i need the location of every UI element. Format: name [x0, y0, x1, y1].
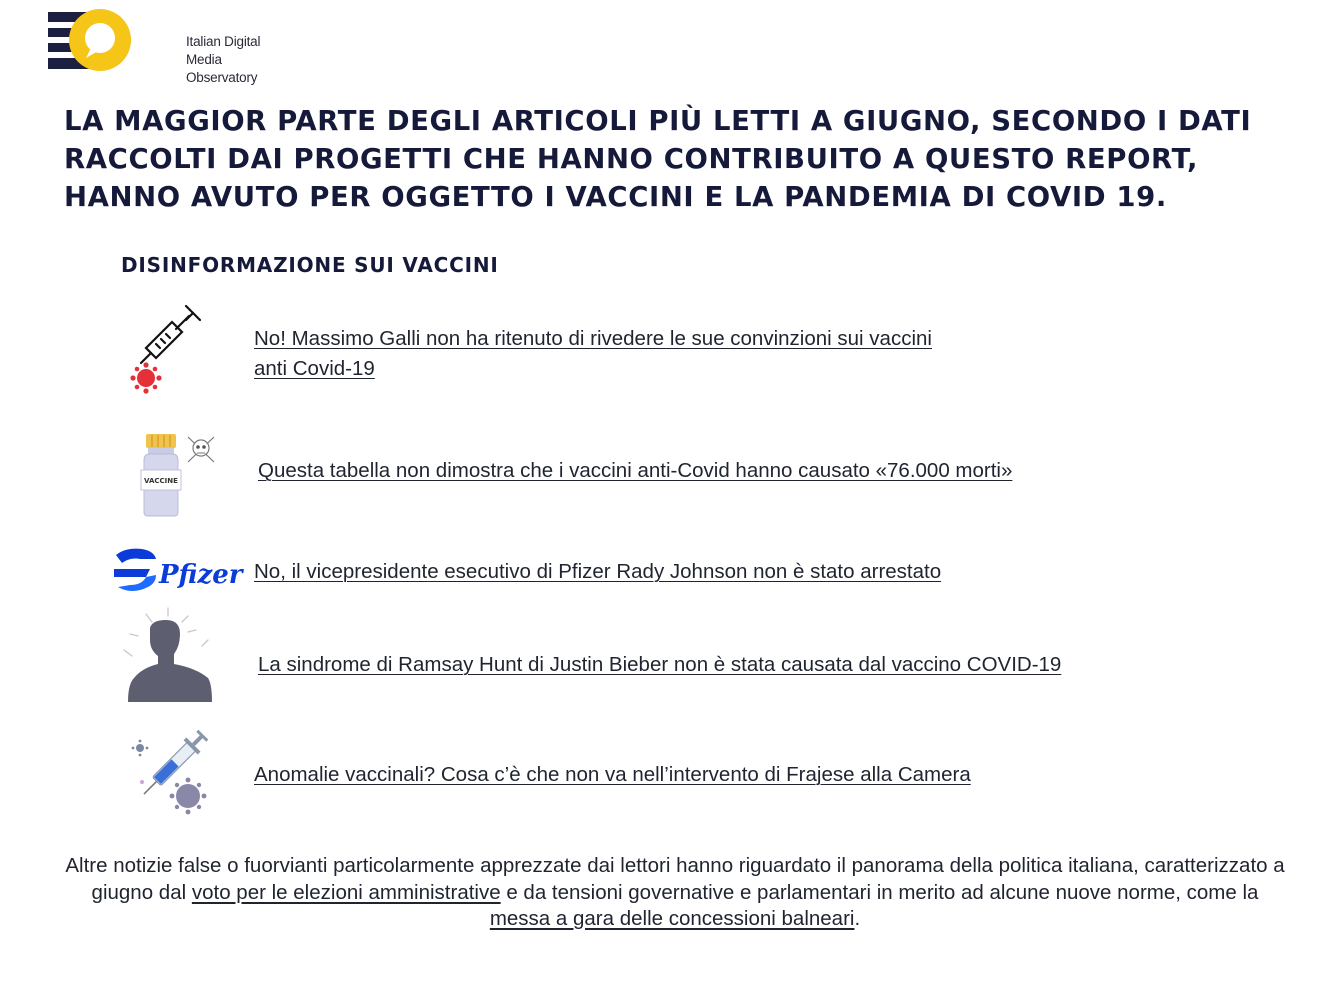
- syringe-viruses-icon: [128, 730, 212, 825]
- logo-text: [186, 33, 268, 87]
- article-link-bieber-ramsay-hunt[interactable]: La sindrome di Ramsay Hunt di Justin Bieber non è stata causata dal vaccino COVID-19: [258, 653, 1062, 676]
- link-concessioni-balneari[interactable]: messa a gara delle concessioni balneari: [489, 907, 855, 930]
- logo-line-2: Media Observatory: [186, 52, 258, 85]
- vaccine-vial-label: VACCINE: [144, 477, 178, 485]
- article-link-frajese-camera[interactable]: Anomalie vaccinali? Cosa c’è che non va nell’intervento di Frajese alla Camera: [254, 763, 971, 786]
- page-headline: LA MAGGIOR PARTE DEGLI ARTICOLI PIÙ LETTI A GIUGNO, SECONDO I DATI RACCOLTI DAI PROGETTI CHE HANNO CONTRIBUITO A QUESTO REPORT, HANNO AVUTO PER OGGETTO I VACCINI E LA PANDEMIA DI COVID 19.: [64, 105, 1252, 213]
- article-link-pfizer-johnson[interactable]: No, il vicepresidente esecutivo di Pfizer Rady Johnson non è stato arrestato: [254, 560, 942, 583]
- logo-line-1: Italian Digital: [186, 34, 261, 49]
- article-link-galli-line2: anti Covid-19: [254, 357, 375, 380]
- observatory-logo-icon: [48, 8, 148, 74]
- footer-paragraph: [60, 853, 1290, 933]
- section-title: DISINFORMAZIONE SUI VACCINI: [121, 253, 499, 277]
- site-logo[interactable]: [48, 8, 268, 85]
- pfizer-logo-icon: [112, 545, 243, 604]
- pfizer-brand-text: Pfizer: [159, 560, 243, 590]
- syringe-virus-icon: [128, 300, 208, 401]
- article-link-galli[interactable]: [254, 324, 932, 384]
- footer-text-part1: Altre notizie false o fuorvianti particolarmente apprezzate dai lettori hanno riguardato il panorama della politica italiana, caratterizzato a giugno dal: [65, 854, 1285, 904]
- article-link-76000-morti[interactable]: Questa tabella non dimostra che i vaccini anti-Covid hanno causato «76.000 morti»: [258, 459, 1013, 482]
- vaccine-vial-skull-icon: [134, 432, 222, 525]
- footer-text-part3: .: [854, 907, 861, 930]
- person-silhouette-icon: [116, 606, 216, 709]
- article-link-galli-line1: No! Massimo Galli non ha ritenuto di rivedere le sue convinzioni sui vaccini: [254, 327, 932, 350]
- link-elezioni-amministrative[interactable]: voto per le elezioni amministrative: [191, 880, 501, 904]
- footer-text-part2: e da tensioni governative e parlamentari in merito ad alcune nuove norme, come la: [500, 880, 1259, 904]
